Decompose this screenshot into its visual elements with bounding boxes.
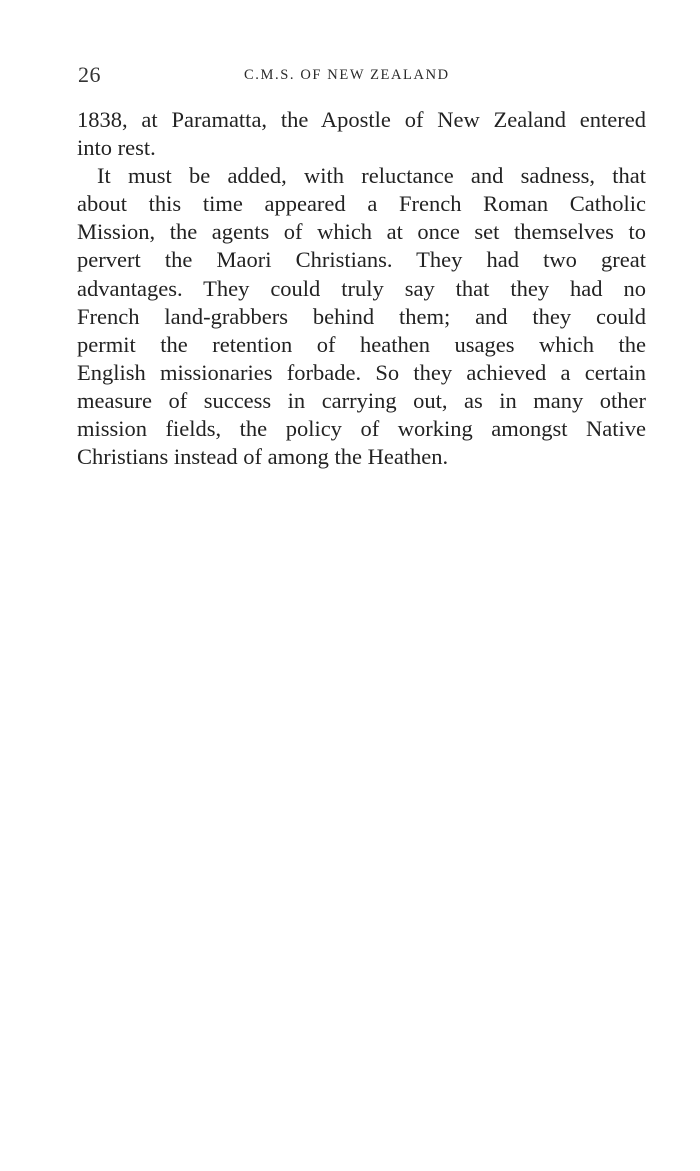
running-head xyxy=(78,62,645,90)
text-line: 1838, at Paramatta, the Apostle of New Zealand entered xyxy=(77,107,646,132)
text-line: Christians instead of among the Heathen. xyxy=(77,444,449,470)
text-line: French land-grabbers behind them; and they could xyxy=(77,303,646,329)
text-line: mission fields, the policy of working amongst Native xyxy=(77,416,646,442)
text-line: pervert the Maori Christians. They had two great xyxy=(77,247,646,273)
text-line: Mission, the agents of which at once set themselves to xyxy=(77,219,646,245)
text-line: about this time appeared a French Roman Catholic xyxy=(77,191,646,217)
text-line: permit the retention of heathen usages which the xyxy=(77,331,646,357)
text-line: English missionaries forbade. So they achieved a certain xyxy=(77,359,646,385)
text-line: advantages. They could truly say that they had no xyxy=(77,275,646,301)
text-line: measure of success in carrying out, as in many other xyxy=(77,387,646,413)
running-title: C.M.S. OF NEW ZEALAND xyxy=(244,67,450,83)
body-text xyxy=(77,106,646,471)
text-line: It must be added, with reluctance and sadness, that xyxy=(97,163,646,189)
text-line: into rest. xyxy=(77,135,156,161)
page-number: 26 xyxy=(78,62,101,87)
